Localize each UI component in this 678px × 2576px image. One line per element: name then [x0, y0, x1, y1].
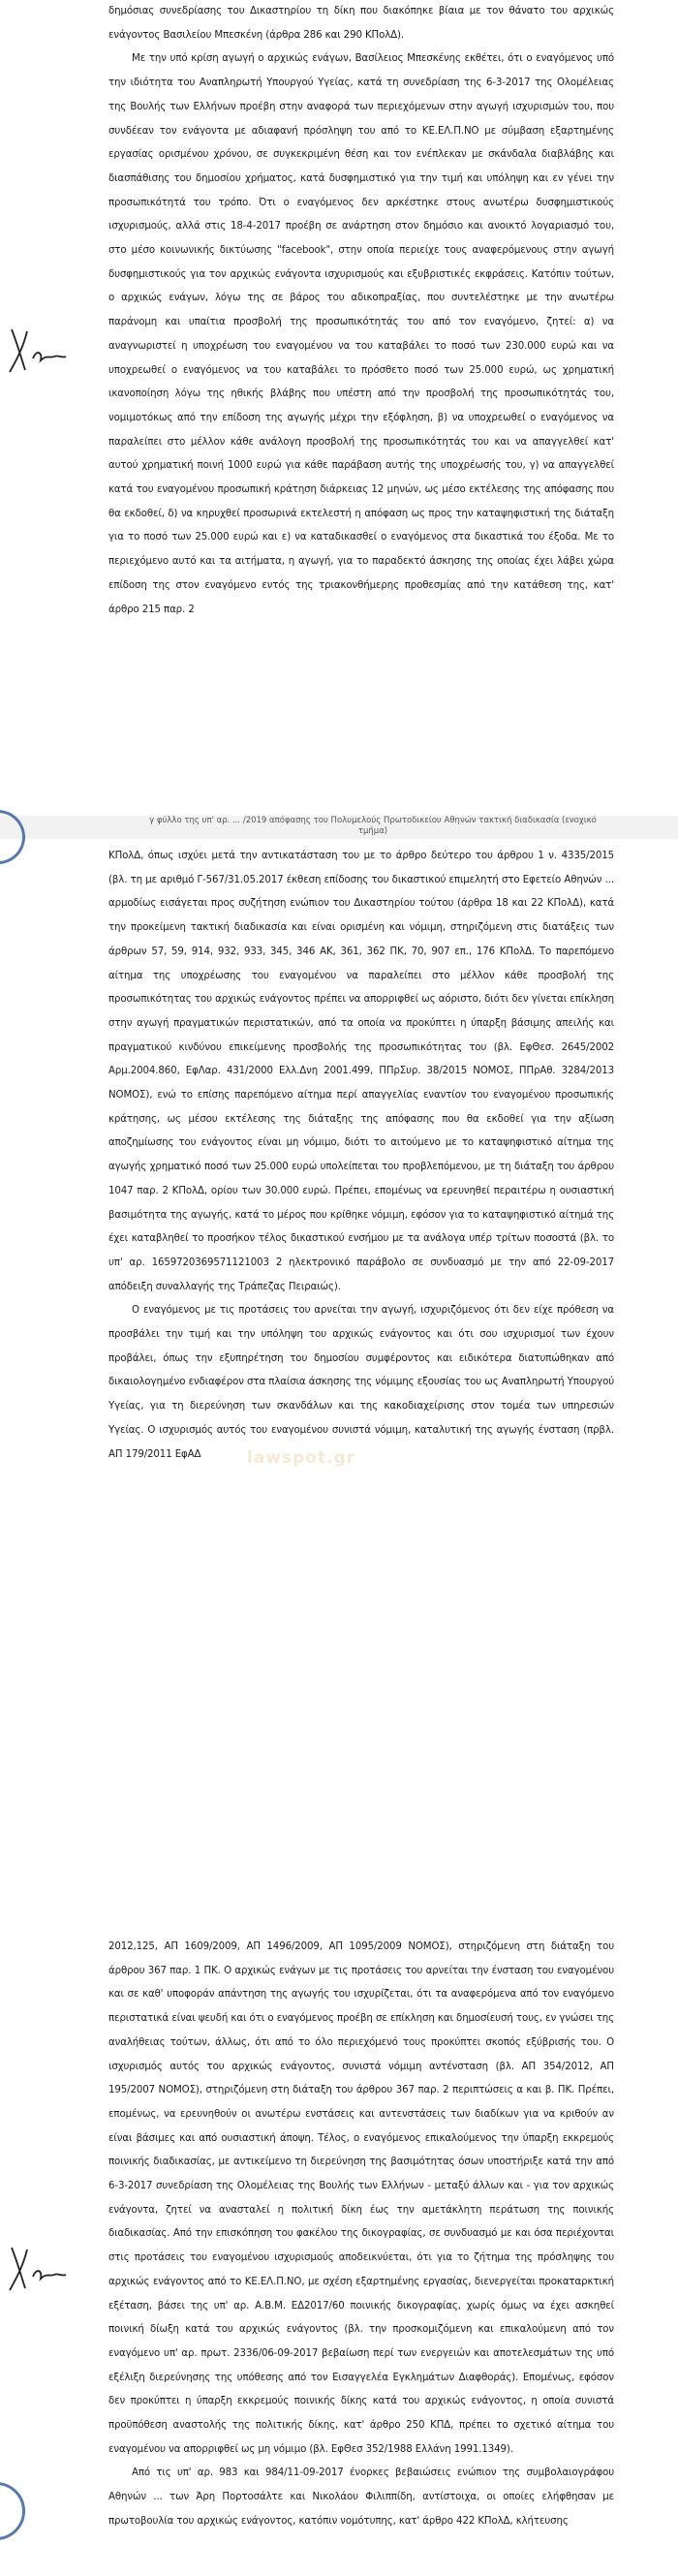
paragraph-defendant-defense: Ο εναγόμενος με τις προτάσεις του αρνείται την αγωγή, ισχυριζόμενος ότι δεν είχε πρόθεση να προσβάλει την τιμή και την υπόληψη του αρχικώς ενάγοντος και ότι σου ισχυρισμοί των έχουν προβάλει, όπως την εξυπηρέτηση του δημοσίου συμφέροντος και ειδικότερα διατυπώθηκαν από δικαιολογημένο ενδιαφέρον στα πλαίσια άσκησης της νόμιμης εξουσίας του ως Αναπληρωτή Υπουργού Υγείας, για τη διερεύνηση των σκανδάλων και της κακοδιαχείρισης στον τομέα των υπηρεσιών Υγείας. Ο ισχυρισμός αυτός του εναγομένου συνιστά νόμιμη, καταλυτική της αγωγής ένσταση (πρβλ. ΑΠ 179/2011 ΕφΑΔ — [108, 1305, 614, 1460]
watermark-text: lawspot.gr — [247, 1448, 356, 1468]
paragraph-admissibility: ΚΠολΔ, όπως ισχύει μετά την αντικατάσταση του με το άρθρο δεύτερο του άρθρου 1 ν. 4335/2015 (βλ. τη με αριθμό Γ-567/31.05.2017 έκθεση επίδοσης του δικαστικού επιμελητή στο Εφετείο Αθηνών ... αρμοδίως εισάγεται προς συζήτηση ενώπιον του Δικαστηρίου τούτου (άρθρα 18 και 22 ΚΠολΔ), κατά την προκείμενη τακτική διαδικασία και είναι ορισμένη και νόμιμη, στηριζόμενη στις διατάξεις των άρθρων 57, 59, 914, 932, 933, 345, 346 ΑΚ, 361, 362 ΠΚ, 70, 907 επ., 176 ΚΠολΔ. Το παρεπόμενο αίτημα της υποχρέωσης του εναγομένου να παραλείπει στο μέλλον κάθε προσβολή της προσωπικότητας του αρχικώς ενάγοντος πρέπει να απορριφθεί ως αόριστο, διότι δεν γίνεται επίκληση στην αγωγή πραγματικών περιστατικών, από τα οποία να προκύπτει η ύπαρξη βάσιμης απειλής και πραγματικού κινδύνου επικείμενης προσβολής της προσωπικότητας του (βλ. ΕφΘεσ. 2645/2002 Αρμ.2004.860, ΕφΛαρ. 431/2000 Ελλ.Δνη 2001.499, ΠΠρΣυρ. 38/2015 ΝΟΜΟΣ, ΠΠρΑθ. 3284/2013 ΝΟΜΟΣ), ενώ το επίσης παρεπόμενο αίτημα περί απαγγελίας εναντίον του εναγομένου προσωπικής κράτησης, ως μέσου εκτέλεσης της διάταξης της απόφασης που θα εκδοθεί για την αξίωση αποζημίωσης του ενάγοντος είναι μη νόμιμο, διότι το αιτούμενο με το καταψηφιστικό αίτημα της αγωγής χρηματικό ποσό των 25.000 ευρώ υπολείπεται του προβλεπόμενου, με τη διάταξη του άρθρου 1047 παρ. 2 ΚΠολΔ, ορίου των 30.000 ευρώ. Πρέπει, επομένως να ερευνηθεί περαιτέρω η ουσιαστική βασιμότητα της αγωγής, κατά το μέρος που κρίθηκε νόμιμη, εφόσον για το καταψηφιστικό αίτημά της έχει καταβληθεί το προσήκον τέλος δικαστικού ενσήμου με τα ανάλογα υπέρ τρίτων ποσοστά (βλ. το υπ' αρ. 1659720369571121003 2 ηλεκτρονικό παράβολο σε συνδυασμό με την από 22-09-2017 απόδειξη συναλλαγής της Τράπεζας Πειραιώς). — [108, 851, 614, 1292]
decision-text-page-2 — [108, 845, 614, 1467]
decision-text-page-3 — [108, 1936, 614, 2534]
page-header-fragment: γ φύλλο της υπ' αρ. ... /2019 απόφασης του Πολυμελούς Πρωτοδικείου Αθηνών τακτική διαδικασία (ενοχικό τμήμα) — [149, 816, 597, 836]
stamp-partial-2 — [0, 2482, 25, 2540]
margin-signature-2 — [4, 2238, 72, 2296]
paragraph-sworn-statements: Από τις υπ' αρ. 983 και 984/11-09-2017 ένορκες βεβαιώσεις ενώπιον της συμβολαιογράφου Αθηνών ... των Άρη Πορτοσάλτε και Νικολάου Φιλιππίδη, αντίστοιχα, οι οποίες ελήφθησαν με πρωτοβουλία του αρχικώς ενάγοντος, κατόπιν νομότυπης, κατ' άρθρο 422 ΚΠολΔ, κλήτευσης — [108, 2467, 614, 2527]
paragraph-counter-defense: 2012,125, ΑΠ 1609/2009, ΑΠ 1496/2009, ΑΠ 1095/2009 ΝΟΜΟΣ), στηριζόμενη στη διάταξη του άρθρου 367 παρ. 1 ΠΚ. Ο αρχικώς ενάγων με τις προτάσεις του αρνείται την ένσταση του εναγομένου και σε καθ' υποφοράν απάντηση της αγωγής του ισχυρίζεται, ότι τα αναφερόμενα από τον εναγόμενο περιστατικά είναι ψευδή και ότι ο εναγόμενος προέβη σε επίκληση και δημοσίευσή τους, εν γνώσει της αναλήθειας τούτων, άλλως, ότι από το όλο περιεχόμενό τους προκύπτει σκοπός εξύβρισής του. Ο ισχυρισμός αυτός του αρχικώς ενάγοντος, συνιστά νόμιμη αντένσταση (βλ. ΑΠ 354/2012, ΑΠ 195/2007 ΝΟΜΟΣ), στηριζόμενη στη διάταξη του άρθρου 367 παρ. 2 περιπτώσεις α και β. ΠΚ. Πρέπει, επομένως, να ερευνηθούν οι ανωτέρω ενστάσεις και αντενστάσεις των διαδίκων για να κριθούν αν είναι βάσιμες και από ουσιαστική άποψη. Τέλος, ο εναγόμενος επικαλούμενος την ύπαρξη εκκρεμούς ποινικής διαδικασίας, με αντικείμενο τη διερεύνηση της βασιμότητας όσων υποστήριξε κατά την από 6-3-2017 συνεδρίαση της Ολομέλειας της Βουλής των Ελλήνων - μεταξύ άλλων και - για τον αρχικώς ενάγοντα, ζητεί να ανασταλεί η πολιτική δίκη έως την αμετάκλητη περάτωση της ποινικής διαδικασίας. Από την επισκόπηση του φακέλου της δικογραφίας, σε συνδυασμό με και όσα περιέχονται στις προτάσεις του εναγομένου ισχυρισμούς αποδεικνύεται, ότι για το ζήτημα της πρόσληψης του αρχικώς ενάγοντος από το ΚΕ.ΕΛ.Π.ΝΟ, με σχέση εξαρτημένης εργασίας, διενεργείται προκαταρκτική εξέταση, βάσει της υπ' αρ. Α.Β.Μ. ΕΔ2017/60 ποινικής δικογραφίας, χωρίς όμως να έχει ασκηθεί ποινική δίωξη κατά του αρχικώς ενάγοντος (βλ. την προσκομιζόμενη και επικαλούμενη από τον εναγόμενο υπ' αρ. πρωτ. 2336/06-09-2017 βεβαίωση περί των ενεργειών και αποτελεσμάτων της υπό εξέλιξη διερεύνησης της υπόθεσης από τον Εισαγγελέα Εγκλημάτων Διαφθοράς). Επομένως, εφόσον δεν προκύπτει η ύπαρξη εκκρεμούς ποινικής δίκης κατά του αρχικώς ενάγοντος, η οποία συνιστά προϋπόθεση αναστολής της πολιτικής δίκης, κατ' άρθρο 250 ΚΠΔ, πρέπει το σχετικό αίτημα του εναγομένου να απορριφθεί ως μη νόμιμο (βλ. ΕφΘεσ 352/1988 Ελλάνη 1991.1349). — [108, 1941, 614, 2455]
decision-text-page-1 — [108, 0, 614, 622]
paragraph-continuation: δημόσιας συνεδρίασης του Δικαστηρίου τη δίκη που διακόπηκε βίαια με τον θάνατο του αρχικώς ενάγοντος Βασιλείου Μπεσκένη (άρθρα 286 και 290 ΚΠολΔ). — [108, 6, 614, 41]
margin-signature-1 — [4, 320, 72, 378]
paragraph-claim-summary: Με την υπό κρίση αγωγή ο αρχικώς ενάγων, Βασίλειος Μπεσκένης εκθέτει, ότι ο εναγόμενος υπό την ιδιότητα του Αναπληρωτή Υπουργού Υγείας, κατά τη συνεδρίαση της 6-3-2017 της Ολομέλειας της Βουλής των Ελλήνων προέβη στην αναφορά των περιεχόμενων στην αγωγή ισχυρισμών του, που συνδέεαν τον ενάγοντα με αδιαφανή πρόσληψη του από το ΚΕ.ΕΛ.Π.ΝΟ με σύμβαση εξαρτημένης εργασίας ορισμένου χρόνου, σε συγκεκριμένη θέση και τον ενέπλεκαν με σκάνδαλα διαβλάβης και διασπάθισης του δημοσίου χρήματος, κατά δυσφημιστικό για την τιμή και υπόληψη και εν γένει την προσωπικότητά του τρόπο. Ότι ο εναγόμενος δεν αρκέστηκε στους ανωτέρω δυσφημιστικούς ισχυρισμούς, αλλά στις 18-4-2017 προέβη σε ανάρτηση στον δημόσιο και ανοικτό λογαριασμό του, στο μέσο κοινωνικής δικτύωσης "facebook", στην οποία περιείχε τους αναφερόμενους στην αγωγή δυσφημιστικούς για τον αρχικώς ενάγοντα ισχυρισμούς και εξυβριστικές εκφράσεις. Κατόπιν τούτων, ο αρχικώς ενάγων, λόγω της σε βάρος του αδικοπραξίας, που συντελέστηκε με την ανωτέρω παράνομη και υπαίτια προσβολή της προσωπικότητάς του από τον εναγόμενο, ζητεί: α) να αναγνωριστεί η υποχρέωση του εναγομένου να του καταβάλει το ποσό των 230.000 ευρώ και να υποχρεωθεί ο εναγόμενος να του καταβάλει το πρόσθετο ποσό των 25.000 ευρώ, ως χρηματική ικανοποίηση λόγω της ηθικής βλάβης που υπέστη από την προσβολή της προσωπικότητάς του, νομιμοτόκως από την επίδοση της αγωγής μέχρι την εξόφληση, β) να υποχρεωθεί ο εναγόμενος να παραλείπει στο μέλλον κάθε ανάλογη προσβολή της προσωπικότητάς του και να απαγγελθεί κατ' αυτού χρηματική ποινή 1000 ευρώ για κάθε παράβαση αυτής της υποχρέωσής του, γ) να απαγγελθεί κατά του εναγομένου προσωπική κράτηση διάρκειας 12 μηνών, ως μέσο εκτέλεσης της απόφασης που θα εκδοθεί, δ) να κηρυχθεί προσωρινά εκτελεστή η απόφαση ως προς την καταψηφιστική της διάταξη για το ποσό των 25.000 ευρώ και ε) να καταδικασθεί ο εναγόμενος στα δικαστικά του έξοδα. Με το περιεχόμενο αυτό και τα αιτήματα, η αγωγή, για το παραδεκτό άσκησης της οποίας έχει λάβει χώρα επίδοση της στον εναγόμενο εντός της τριακονθήμερης προθεσμίας από την κατάθεση της, κατ' άρθρο 215 παρ. 2 — [108, 53, 614, 615]
